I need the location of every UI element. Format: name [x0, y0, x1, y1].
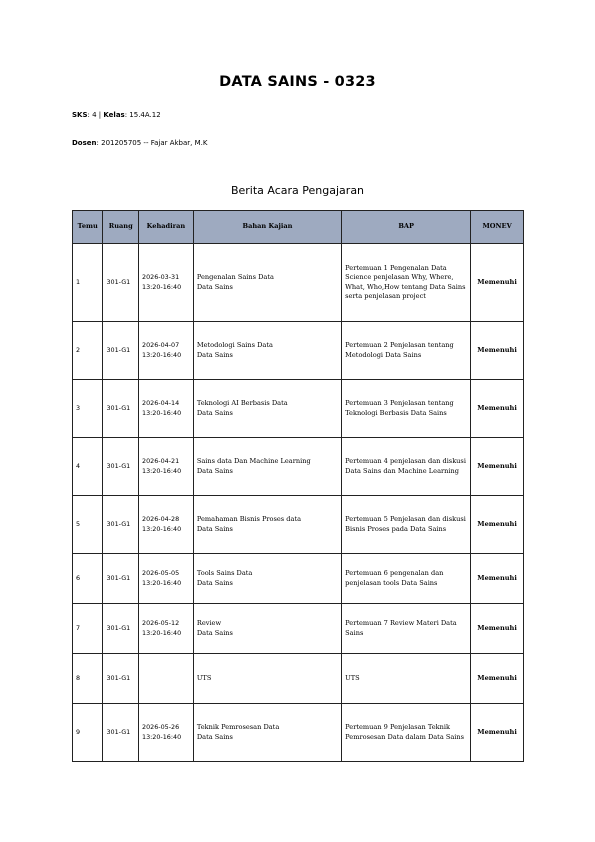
- cell-bahan-kajian: [193, 496, 341, 554]
- bahan-title: Teknik Pemrosesan Data: [196, 723, 280, 732]
- cell-bahan-kajian: [193, 704, 341, 762]
- bahan-title: Pemahaman Bisnis Proses data: [196, 515, 302, 524]
- header-kehadiran: Kehadiran: [139, 211, 194, 244]
- cell-ruang: 301-G1: [103, 654, 139, 704]
- cell-monev: Memenuhi: [471, 244, 524, 322]
- bahan-title: Tools Sains Data: [196, 569, 253, 578]
- kelas-value: : 15.4A.12: [124, 111, 161, 119]
- cell-monev: Memenuhi: [471, 322, 524, 380]
- cell-bahan-kajian: [193, 244, 341, 322]
- cell-kehadiran: 2026-04-21 13:20-16:40: [139, 438, 194, 496]
- cell-kehadiran: 2026-05-05 13:20-16:40: [139, 554, 194, 604]
- cell-monev: Memenuhi: [471, 604, 524, 654]
- cell-bap: Pertemuan 2 Penjelasan tentang Metodologi Data Sains: [342, 322, 471, 380]
- bahan-sub: Data Sains: [196, 578, 233, 587]
- cell-monev: Memenuhi: [471, 654, 524, 704]
- header-ruang: Ruang: [103, 211, 139, 244]
- meta-separator: |: [96, 111, 104, 119]
- cell-temu: 2: [73, 322, 103, 380]
- bahan-sub: Data Sains: [196, 408, 233, 417]
- cell-bap: Pertemuan 1 Pengenalan Data Science penjelasan Why, Where, What, Who,How tentang Data Sains serta penjelasan project: [342, 244, 471, 322]
- table-row: [73, 554, 524, 604]
- bahan-sub: Data Sains: [196, 282, 233, 291]
- bahan-title: UTS: [196, 673, 212, 682]
- cell-bahan-kajian: [193, 604, 341, 654]
- cell-ruang: 301-G1: [103, 704, 139, 762]
- cell-bap: Pertemuan 3 Penjelasan tentang Teknologi Berbasis Data Sains: [342, 380, 471, 438]
- table-row: [73, 654, 524, 704]
- cell-ruang: 301-G1: [103, 496, 139, 554]
- course-meta-sks-kelas: [72, 111, 161, 119]
- table-row: [73, 496, 524, 554]
- bahan-sub: Data Sains: [196, 466, 233, 475]
- cell-ruang: 301-G1: [103, 554, 139, 604]
- header-bap: BAP: [342, 211, 471, 244]
- table-row: [73, 380, 524, 438]
- cell-ruang: 301-G1: [103, 438, 139, 496]
- cell-monev: Memenuhi: [471, 380, 524, 438]
- dosen-label: Dosen: [72, 139, 97, 147]
- bahan-title: Pengenalan Sains Data: [196, 273, 274, 282]
- cell-bap: Pertemuan 9 Penjelasan Teknik Pemrosesan Data dalam Data Sains: [342, 704, 471, 762]
- dosen-value: : 201205705 -- Fajar Akbar, M.K: [96, 139, 208, 147]
- cell-bap: Pertemuan 5 Penjelasan dan diskusi Bisnis Proses pada Data Sains: [342, 496, 471, 554]
- cell-ruang: 301-G1: [103, 380, 139, 438]
- course-meta-dosen: [72, 139, 207, 147]
- header-temu: Temu: [73, 211, 103, 244]
- cell-bahan-kajian: [193, 322, 341, 380]
- kelas-label: Kelas: [103, 111, 125, 119]
- table-row: [73, 244, 524, 322]
- cell-temu: 5: [73, 496, 103, 554]
- cell-temu: 9: [73, 704, 103, 762]
- cell-ruang: 301-G1: [103, 322, 139, 380]
- cell-kehadiran: 2026-03-31 13:20-16:40: [139, 244, 194, 322]
- cell-temu: 7: [73, 604, 103, 654]
- cell-monev: Memenuhi: [471, 496, 524, 554]
- bahan-title: Metodologi Sains Data: [196, 341, 273, 350]
- cell-monev: Memenuhi: [471, 554, 524, 604]
- cell-temu: 8: [73, 654, 103, 704]
- bahan-sub: Data Sains: [196, 350, 233, 359]
- bahan-sub: Data Sains: [196, 628, 233, 637]
- bahan-title: Sains data Dan Machine Learning: [196, 457, 311, 466]
- cell-bap: Pertemuan 6 pengenalan dan penjelasan tools Data Sains: [342, 554, 471, 604]
- berita-acara-table: [72, 210, 524, 762]
- cell-bahan-kajian: [193, 554, 341, 604]
- cell-bap: Pertemuan 7 Review Materi Data Sains: [342, 604, 471, 654]
- table-header-row: [73, 211, 524, 244]
- cell-ruang: 301-G1: [103, 244, 139, 322]
- cell-kehadiran: 2026-04-28 13:20-16:40: [139, 496, 194, 554]
- cell-temu: 6: [73, 554, 103, 604]
- cell-kehadiran: 2026-04-07 13:20-16:40: [139, 322, 194, 380]
- cell-kehadiran: 2026-04-14 13:20-16:40: [139, 380, 194, 438]
- cell-kehadiran: 2026-05-26 13:20-16:40: [139, 704, 194, 762]
- table-row: [73, 704, 524, 762]
- cell-bap: Pertemuan 4 penjelasan dan diskusi Data Sains dan Machine Learning: [342, 438, 471, 496]
- cell-bap: UTS: [342, 654, 471, 704]
- header-monev: MONEV: [471, 211, 524, 244]
- course-title: DATA SAINS - 0323: [219, 74, 376, 90]
- cell-bahan-kajian: [193, 654, 341, 704]
- bahan-sub: Data Sains: [196, 732, 233, 741]
- sks-label: SKS: [72, 111, 88, 119]
- bahan-title: Teknologi AI Berbasis Data: [196, 399, 288, 408]
- cell-bahan-kajian: [193, 438, 341, 496]
- cell-ruang: 301-G1: [103, 604, 139, 654]
- table-row: [73, 604, 524, 654]
- cell-temu: 3: [73, 380, 103, 438]
- cell-monev: Memenuhi: [471, 438, 524, 496]
- bahan-sub: Data Sains: [196, 524, 233, 533]
- cell-kehadiran: 2026-05-12 13:20-16:40: [139, 604, 194, 654]
- header-bahan-kajian: Bahan Kajian: [193, 211, 341, 244]
- table-row: [73, 322, 524, 380]
- cell-monev: Memenuhi: [471, 704, 524, 762]
- sks-value: : 4: [87, 111, 97, 119]
- cell-kehadiran: [139, 654, 194, 704]
- section-title: Berita Acara Pengajaran: [230, 184, 365, 197]
- table-row: [73, 438, 524, 496]
- cell-temu: 1: [73, 244, 103, 322]
- cell-temu: 4: [73, 438, 103, 496]
- cell-bahan-kajian: [193, 380, 341, 438]
- bahan-title: Review: [196, 619, 222, 628]
